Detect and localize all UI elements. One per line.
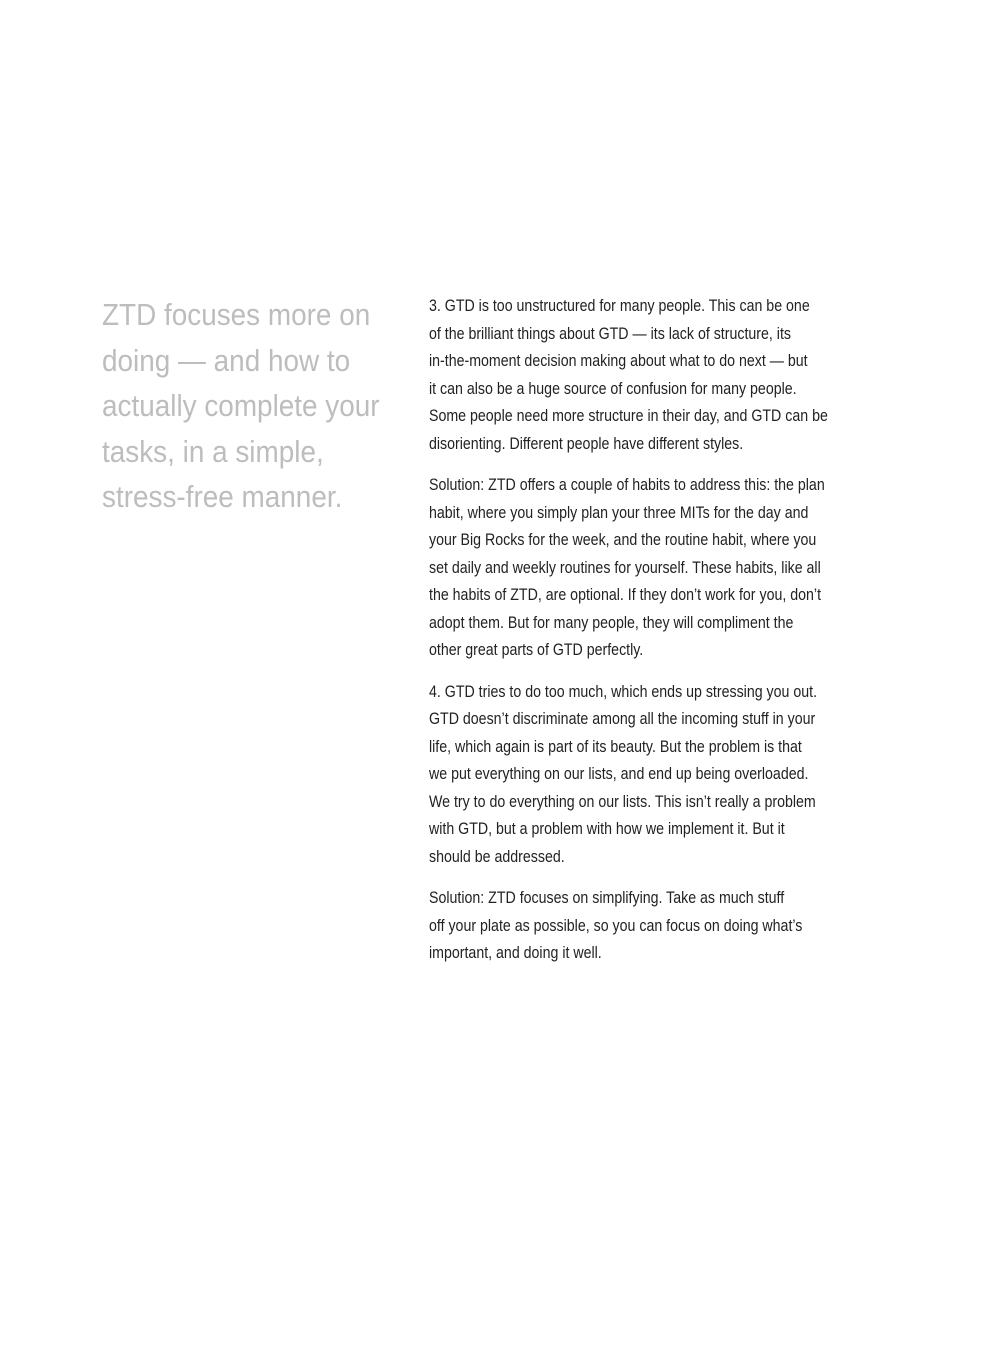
paragraph	[429, 679, 909, 872]
text-line: GTD doesn’t discriminate among all the incoming stuff in your	[429, 710, 816, 728]
text-line: 3. GTD is too unstructured for many people. This can be one	[429, 297, 810, 315]
text-line: Solution: ZTD focuses on simplifying. Take as much stuff	[429, 889, 785, 907]
text-line: it can also be a huge source of confusion for many people.	[429, 379, 797, 398]
text-line: important, and doing it well.	[429, 944, 602, 962]
pull-quote	[102, 292, 410, 520]
text-line: life, which again is part of its beauty. But the problem is that	[429, 737, 802, 756]
text-line: the habits of ZTD, are optional. If they don’t work for you, don’t	[429, 586, 822, 604]
paragraph	[429, 472, 909, 665]
paragraph	[429, 293, 909, 458]
pull-quote-line: ZTD focuses more on	[102, 297, 371, 332]
text-line: of the brilliant things about GTD — its lack of structure, its	[429, 324, 791, 343]
text-line: with GTD, but a problem with how we implement it. But it	[429, 820, 785, 838]
text-line: adopt them. But for many people, they will compliment the	[429, 613, 794, 632]
text-line: should be addressed.	[429, 847, 565, 866]
text-line: your Big Rocks for the week, and the routine habit, where you	[429, 531, 817, 549]
text-line: in-the-moment decision making about what to do next — but	[429, 352, 808, 370]
text-line: We try to do everything on our lists. This isn’t really a problem	[429, 792, 816, 811]
text-line: habit, where you simply plan your three MITs for the day and	[429, 503, 809, 522]
text-line: 4. GTD tries to do too much, which ends up stressing you out.	[429, 682, 818, 701]
pull-quote-line: actually complete your	[102, 388, 380, 424]
text-line: other great parts of GTD perfectly.	[429, 641, 644, 659]
body-text	[429, 293, 909, 982]
text-line: Some people need more structure in their day, and GTD can be	[429, 407, 828, 425]
text-line: we put everything on our lists, and end up being overloaded.	[429, 765, 809, 783]
text-line: Solution: ZTD offers a couple of habits to address this: the plan	[429, 476, 825, 494]
paragraph	[429, 885, 909, 968]
text-line: disorienting. Different people have different styles.	[429, 434, 744, 453]
pull-quote-line: tasks, in a simple,	[102, 433, 324, 469]
pull-quote-line: doing — and how to	[102, 342, 351, 378]
text-line: off your plate as possible, so you can focus on doing what’s	[429, 916, 803, 935]
pull-quote-line: stress-free manner.	[102, 479, 343, 515]
text-line: set daily and weekly routines for yourself. These habits, like all	[429, 558, 821, 577]
